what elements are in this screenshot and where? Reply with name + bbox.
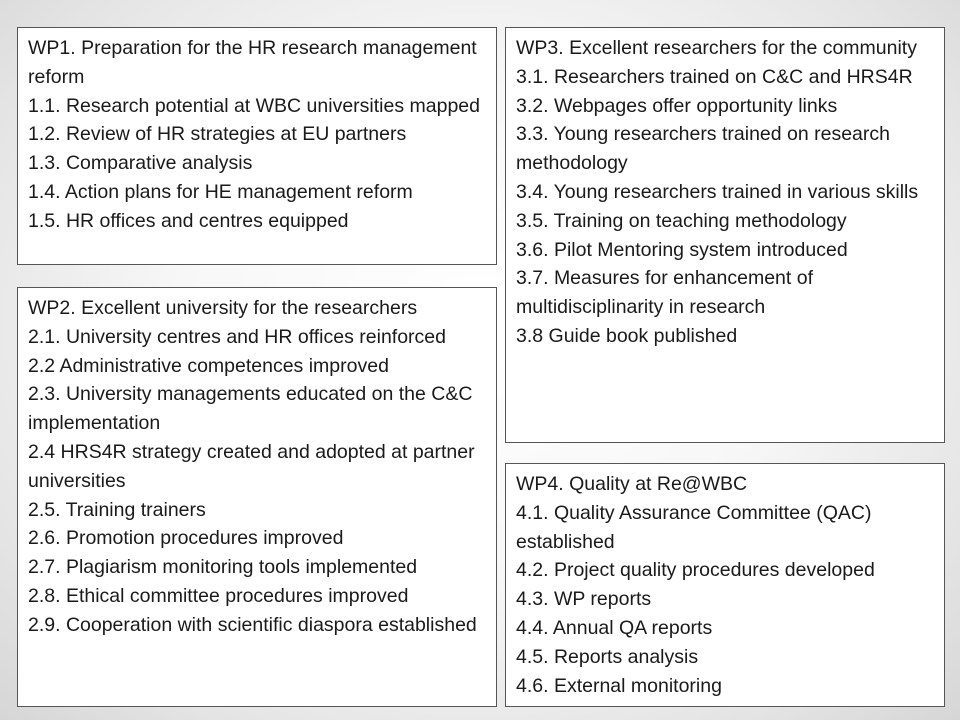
wp1-item-1-4: 1.4. Action plans for HE management reform [28,180,413,203]
wp1-title: WP1. Preparation for the HR research management reform [28,37,477,88]
wp3-item-3-7: 3.7. Measures for enhancement of multidisciplinarity in research [516,267,814,319]
wp1-item-1-3: 1.3. Comparative analysis [28,152,253,175]
wp3-item-3-8: 3.8 Guide book published [516,324,738,347]
wp3-box [505,27,945,443]
wp2-item-2-2: 2.2 Administrative competences improved [28,354,389,377]
wp3-item-3-6: 3.6. Pilot Mentoring system introduced [516,238,848,261]
wp2-item-2-9: 2.9. Cooperation with scientific diaspora established [28,613,477,636]
wp4-item-4-3: 4.3. WP reports [516,588,652,611]
wp2-item-2-7: 2.7. Plagiarism monitoring tools implemented [28,556,418,579]
wp3-title: WP3. Excellent researchers for the community [516,37,917,59]
wp1-item-1-5: 1.5. HR offices and centres equipped [28,209,349,232]
wp4-item-4-1: 4.1. Quality Assurance Committee (QAC) established [516,501,872,553]
wp1-item-1-1: 1.1. Research potential at WBC universities mapped [28,94,480,117]
wp3-item-3-3: 3.3. Young researchers trained on research methodology [516,123,890,175]
wp3-item-3-2: 3.2. Webpages offer opportunity links [516,94,838,117]
wp2-item-2-6: 2.6. Promotion procedures improved [28,527,344,550]
wp4-item-4-6: 4.6. External monitoring [516,674,722,697]
wp4-title: WP4. Quality at Re@WBC [516,473,748,495]
wp2-item-2-5: 2.5. Training trainers [28,498,206,521]
wp2-title: WP2. Excellent university for the researchers [28,297,418,319]
wp2-item-2-4: 2.4 HRS4R strategy created and adopted at partner universities [28,440,475,492]
wp4-item-4-5: 4.5. Reports analysis [516,645,699,668]
wp2-item-2-1: 2.1. University centres and HR offices reinforced [28,325,446,348]
wp2-box [17,287,497,707]
wp2-item-2-3: 2.3. University managements educated on the C&C implementation [28,383,473,435]
wp4-box [505,463,945,707]
wp3-item-3-1: 3.1. Researchers trained on C&C and HRS4R [516,65,913,88]
wp3-item-3-4: 3.4. Young researchers trained in various skills [516,180,919,203]
wp2-item-2-8: 2.8. Ethical committee procedures improved [28,584,409,607]
wp1-item-1-2: 1.2. Review of HR strategies at EU partners [28,123,407,146]
wp3-item-3-5: 3.5. Training on teaching methodology [516,209,847,232]
wp4-item-4-4: 4.4. Annual QA reports [516,616,713,639]
wp1-box [17,27,497,265]
wp4-item-4-2: 4.2. Project quality procedures developed [516,559,875,582]
